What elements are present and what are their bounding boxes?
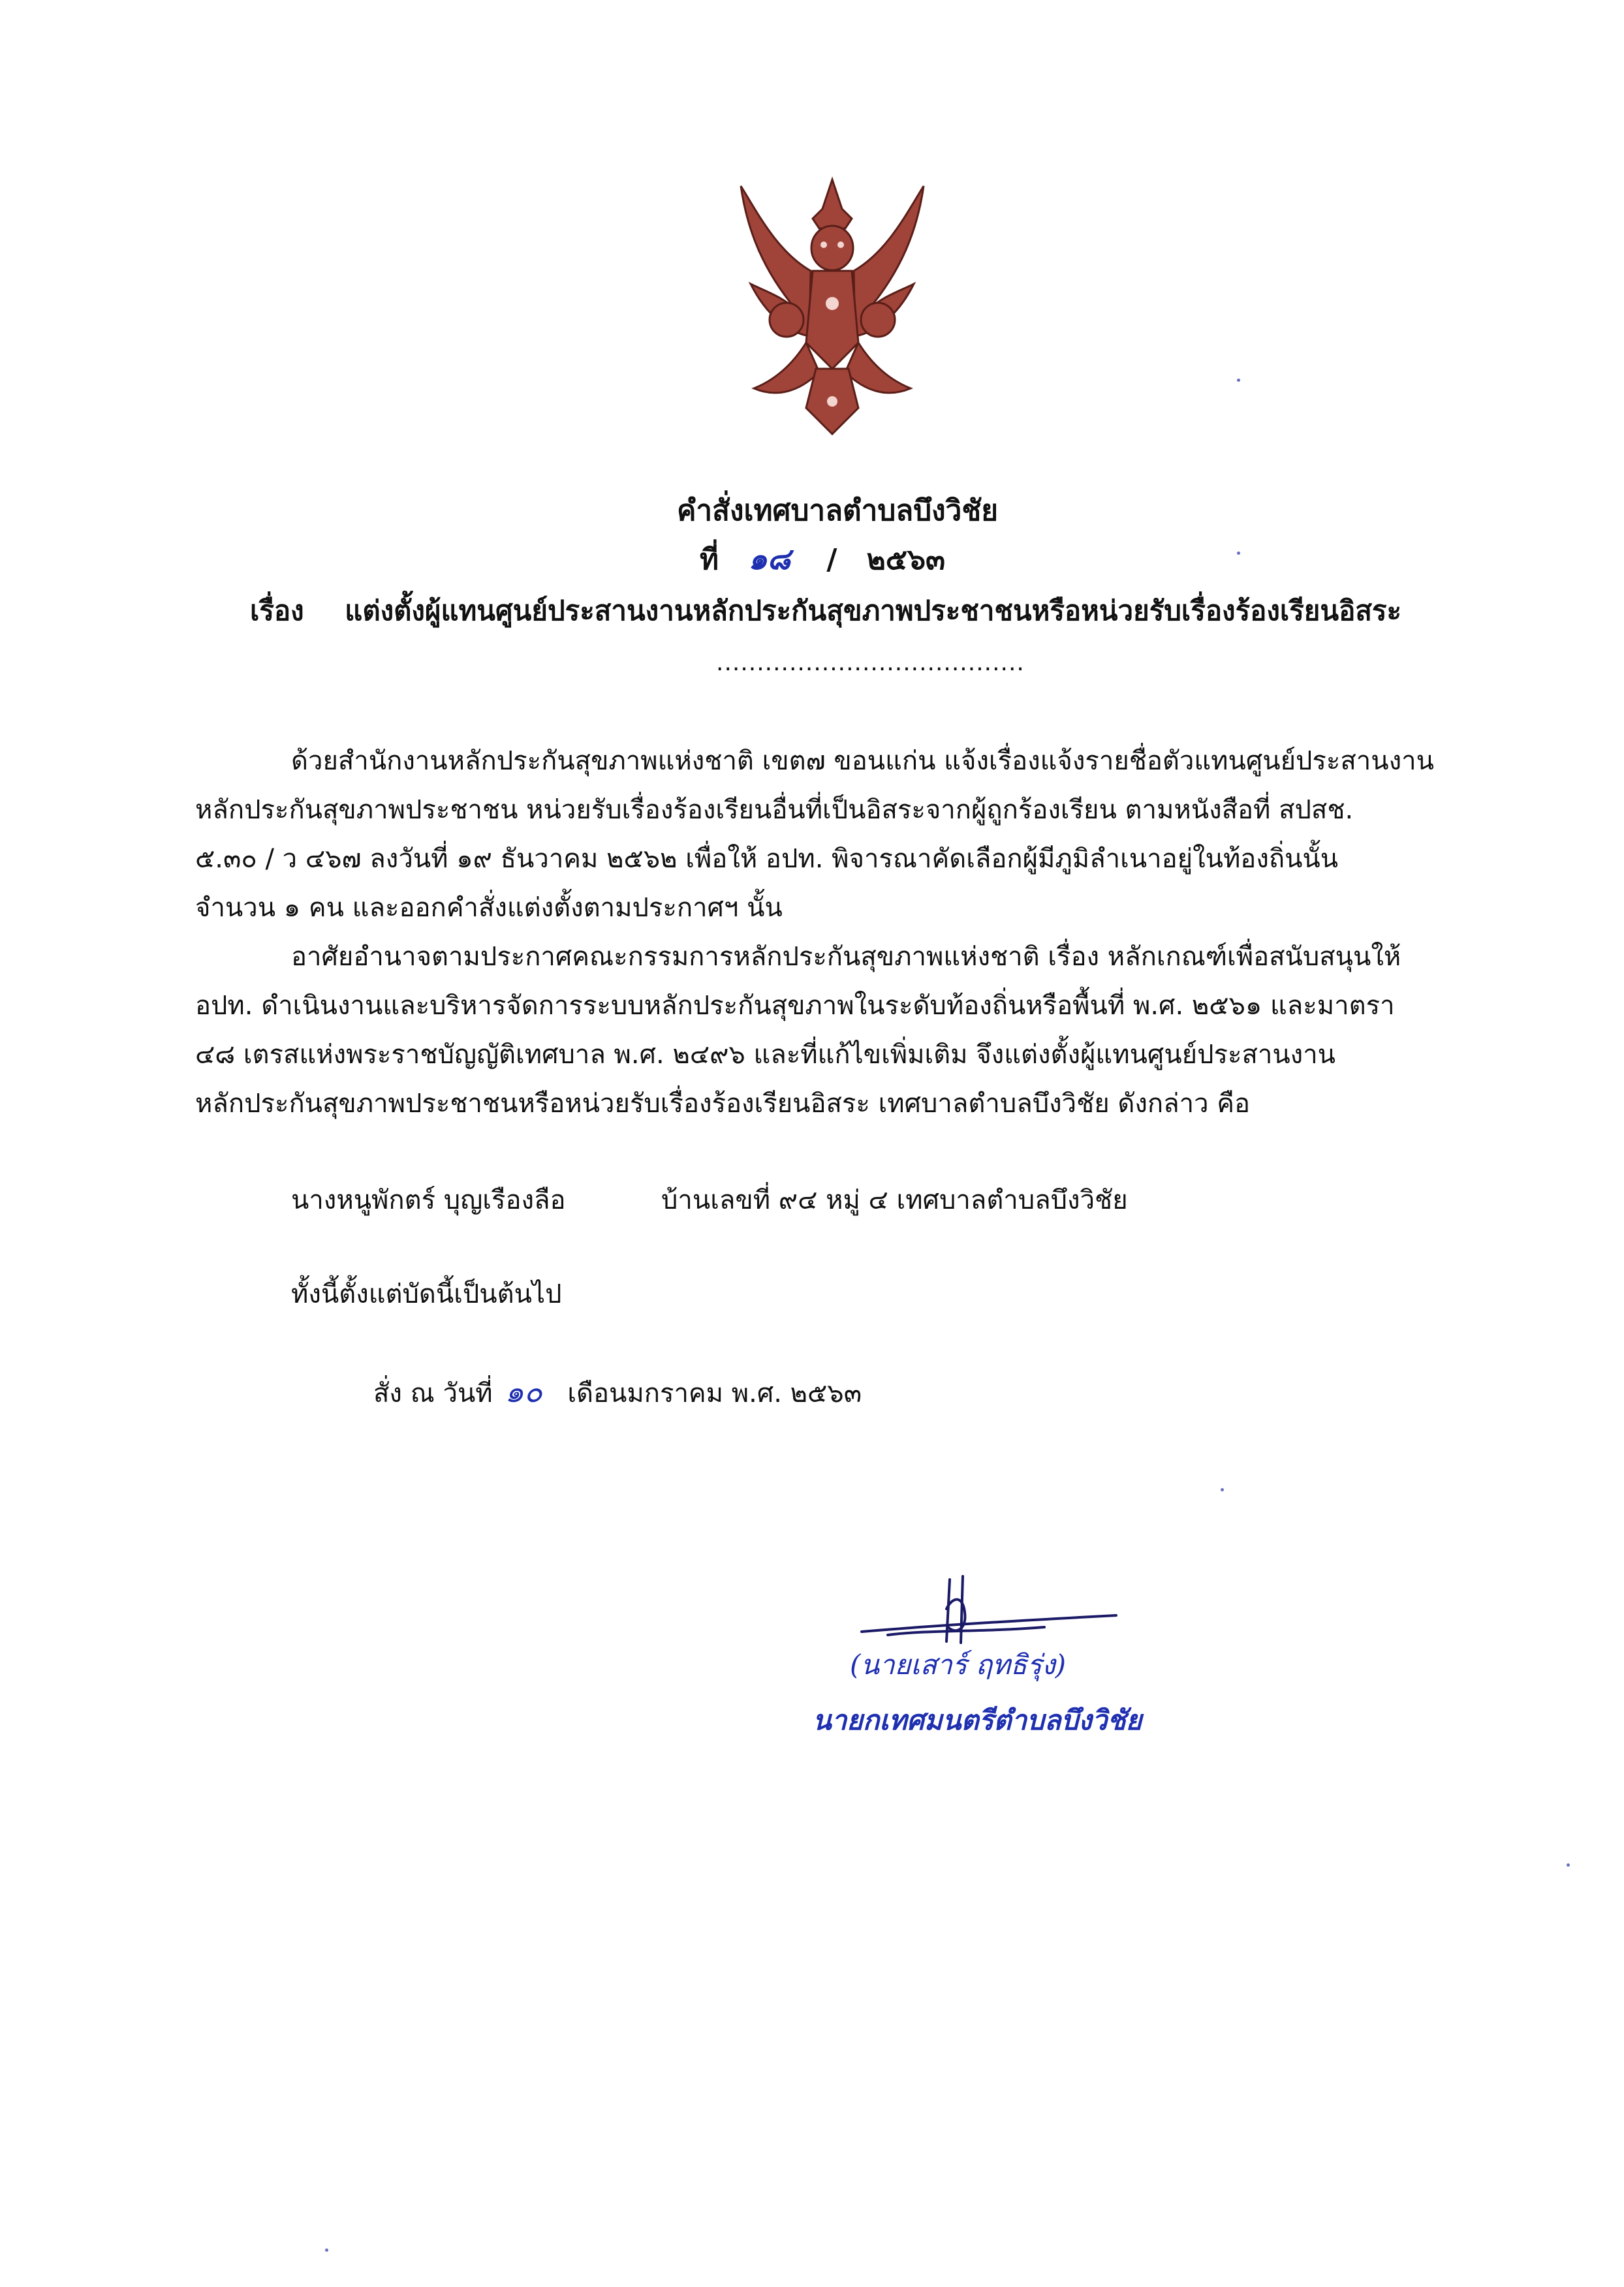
order-date-line — [373, 1375, 862, 1410]
scan-speck — [1221, 1488, 1224, 1491]
scan-speck — [1237, 379, 1240, 382]
paragraph2-line: อปท. ดำเนินงานและบริหารจัดการระบบหลักประกันสุขภาพในระดับท้องถิ่นหรือพื้นที่ พ.ศ. ๒๕๖๑ และมาตรา — [195, 991, 1395, 1021]
order-year: ๒๕๖๓ — [866, 543, 946, 576]
subject-text: แต่งตั้งผู้แทนศูนย์ประสานงานหลักประกันสุขภาพประชาชนหรือหน่วยรับเรื่องร้องเรียนอิสระ — [345, 595, 1402, 627]
paragraph2-line: อาศัยอำนาจตามประกาศคณะกรรมการหลักประกันสุขภาพแห่งชาติ เรื่อง หลักเกณฑ์เพื่อสนับสนุนให้ — [291, 942, 1401, 972]
scan-speck — [1237, 552, 1240, 555]
signatory-position: นายกเทศมนตรีตำบลบึงวิชัย — [813, 1704, 1142, 1736]
order-number: ๑๘ — [748, 541, 791, 576]
paragraph1-line: จำนวน ๑ คน และออกคำสั่งแต่งตั้งตามประกาศฯ นั้น — [195, 893, 783, 923]
date-prefix: สั่ง ณ วันที่ — [373, 1378, 493, 1408]
subject-label: เรื่อง — [250, 595, 304, 627]
effective-statement: ทั้งนี้ตั้งแต่บัดนี้เป็นต้นไป — [291, 1279, 562, 1309]
scan-speck — [1567, 1863, 1570, 1867]
date-suffix: เดือนมกราคม พ.ศ. ๒๕๖๓ — [567, 1378, 862, 1408]
garuda-emblem-icon — [738, 173, 927, 441]
paragraph1-line: ๕.๓๐ / ว ๔๖๗ ลงวันที่ ๑๙ ธันวาคม ๒๕๖๒ เพื่อให้ อปท. พิจารณาคัดเลือกผู้มีภูมิลำเนาอยู่ในท้องถิ่นนั้น — [195, 844, 1339, 874]
appointee-address: บ้านเลขที่ ๙๔ หมู่ ๔ เทศบาลตำบลบึงวิชัย — [661, 1185, 1128, 1215]
title-divider: ...................................... — [716, 649, 1025, 676]
paragraph1-line: หลักประกันสุขภาพประชาชน หน่วยรับเรื่องร้องเรียนอื่นที่เป็นอิสระจากผู้ถูกร้องเรียน ตามหนังสือที่ สปสช. — [195, 795, 1354, 825]
signatory-name: (นายเสาร์ ฤทธิรุ่ง) — [850, 1649, 1066, 1681]
paragraph2-line: หลักประกันสุขภาพประชาชนหรือหน่วยรับเรื่องร้องเรียนอิสระ เทศบาลตำบลบึงวิชัย ดังกล่าว คือ — [195, 1089, 1251, 1119]
order-number-line — [700, 542, 945, 577]
date-day: ๑๐ — [505, 1374, 542, 1409]
paragraph2-line: ๔๘ เตรสแห่งพระราชบัญญัติเทศบาล พ.ศ. ๒๔๙๖ และที่แก้ไขเพิ่มเติม จึงแต่งตั้งผู้แทนศูนย์ประสานงาน — [195, 1040, 1336, 1070]
subject-line — [250, 594, 1401, 628]
document-title: คำสั่งเทศบาลตำบลบึงวิชัย — [677, 494, 998, 527]
order-prefix: ที่ — [700, 543, 719, 576]
paragraph1-line: ด้วยสำนักงานหลักประกันสุขภาพแห่งชาติ เขต๗ ขอนแก่น แจ้งเรื่องแจ้งรายชื่อตัวแทนศูนย์ประสานงาน — [291, 746, 1434, 776]
order-separator: / — [826, 543, 837, 576]
scan-speck — [325, 2248, 328, 2252]
appointee-name: นางหนูพักตร์ บุญเรืองลือ — [291, 1185, 566, 1215]
handwritten-signature-icon — [849, 1570, 1123, 1648]
